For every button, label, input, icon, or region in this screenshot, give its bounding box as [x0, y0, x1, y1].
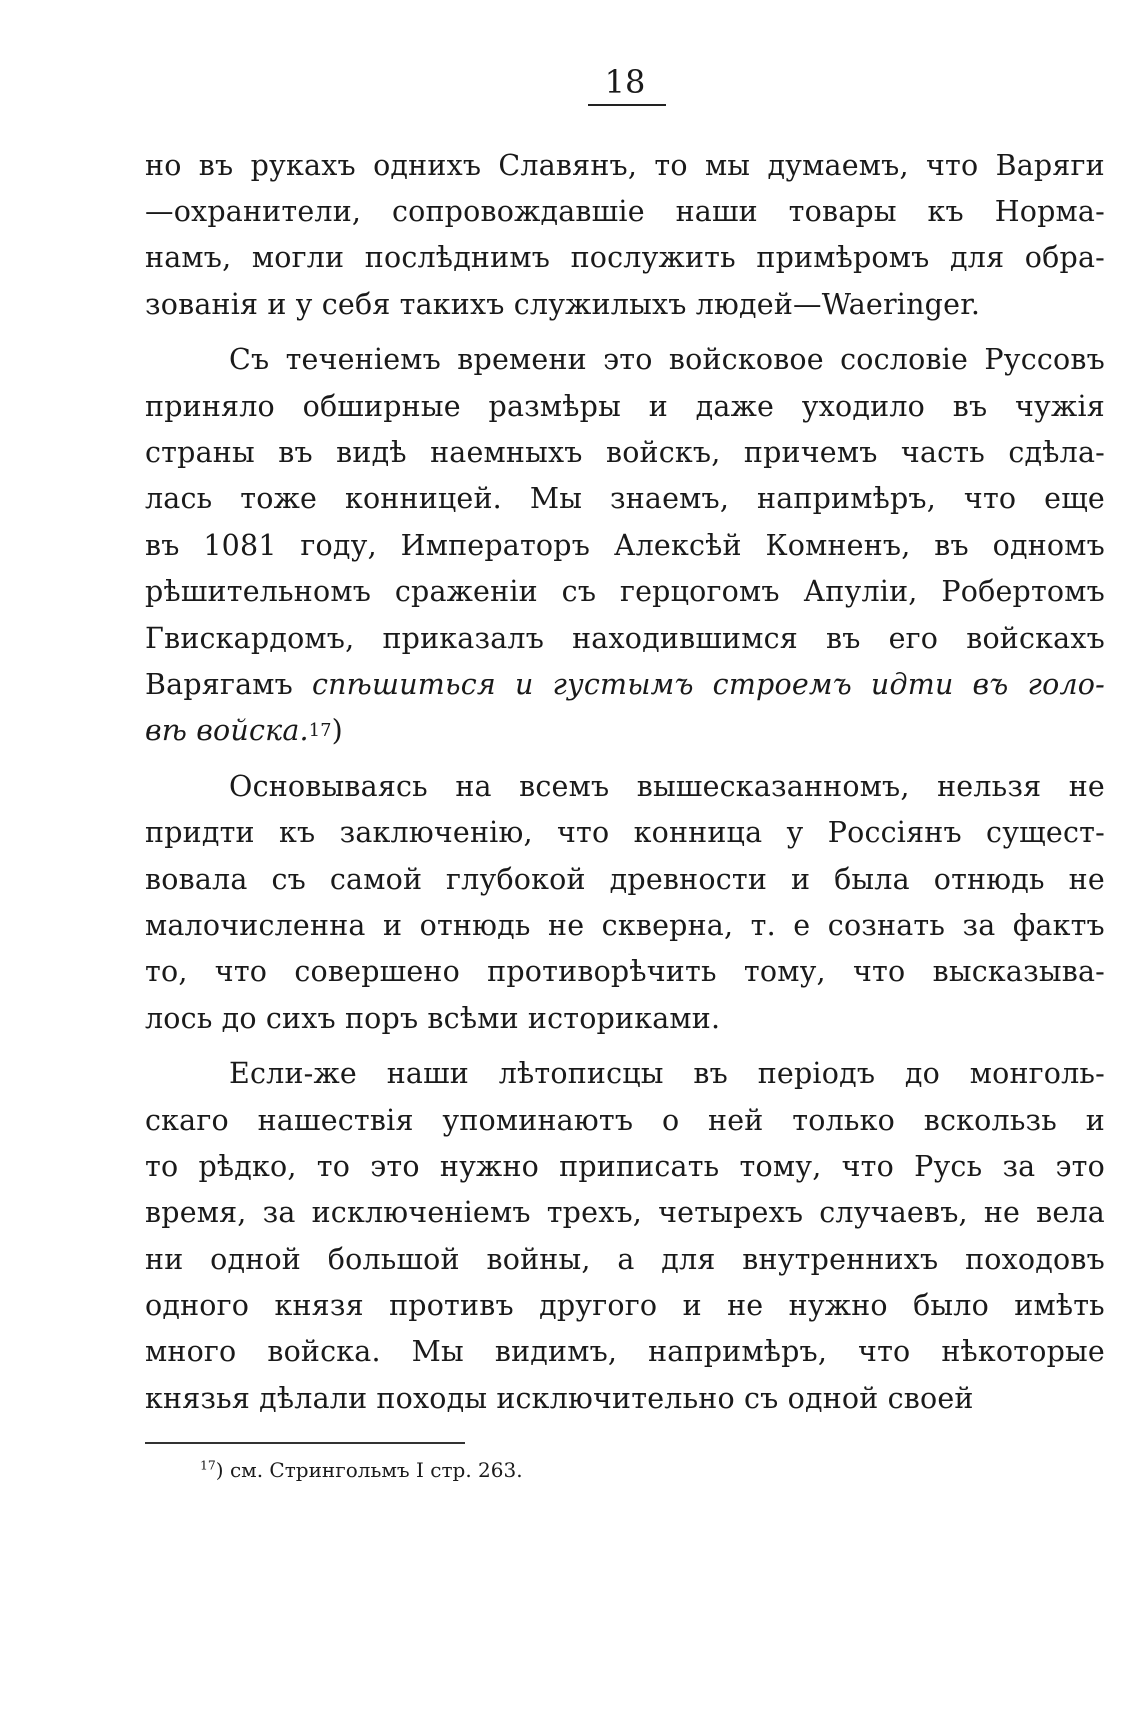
- text-line: вѣ войска. 17 ): [145, 714, 343, 748]
- word: сраженіи: [394, 575, 538, 609]
- word: фактъ: [1012, 908, 1105, 942]
- word: и: [382, 908, 403, 942]
- italic-word: войска.: [196, 714, 309, 748]
- word: войска.: [267, 1335, 381, 1369]
- text-line: [145, 1190, 1105, 1236]
- word: малочисленна: [145, 908, 366, 942]
- word: походовъ: [965, 1242, 1105, 1276]
- text-line: [145, 569, 1105, 615]
- word: себя: [321, 287, 391, 321]
- word: скверна,: [601, 908, 734, 942]
- word: внутреннихъ: [742, 1242, 939, 1276]
- word: случаевъ,: [819, 1196, 968, 1230]
- text-line: [145, 763, 1105, 809]
- word: Апуліи,: [803, 575, 918, 609]
- word: къ: [278, 816, 316, 850]
- word: князья: [145, 1381, 251, 1415]
- word: только: [792, 1103, 895, 1137]
- text-line: [145, 476, 1105, 522]
- word: къ: [927, 195, 964, 229]
- text-line: [145, 188, 1105, 234]
- word: сихъ: [265, 1001, 336, 1035]
- word: трехъ,: [546, 1196, 643, 1230]
- word: въ: [825, 621, 861, 655]
- word: исключительно: [496, 1381, 735, 1415]
- word: историками.: [527, 1001, 721, 1035]
- text-line: [145, 1329, 1105, 1375]
- text-line: [145, 1282, 1105, 1328]
- word: людей—Waeringer.: [695, 287, 981, 321]
- word: мы: [704, 148, 751, 182]
- word: время,: [145, 1196, 247, 1230]
- word: исключеніемъ: [311, 1196, 531, 1230]
- word: то: [316, 1149, 351, 1183]
- word: и: [267, 287, 287, 321]
- text-line: [145, 383, 1105, 429]
- word: то: [145, 1149, 179, 1183]
- word: поръ: [344, 1001, 419, 1035]
- word: не: [1068, 862, 1105, 896]
- word: видимъ,: [494, 1335, 618, 1369]
- text-line: [145, 1050, 1105, 1096]
- word: монголь-: [969, 1057, 1105, 1091]
- footnote-text: ) см. Стрингольмъ I стр. 263.: [215, 1458, 523, 1482]
- word: всемъ: [519, 769, 610, 803]
- word: въ: [934, 528, 969, 562]
- footnote: [200, 1455, 523, 1485]
- word: Россіянъ: [827, 816, 962, 850]
- word: на: [455, 769, 492, 803]
- word: сущест-: [986, 816, 1105, 850]
- word: что: [858, 1335, 911, 1369]
- word: древности: [609, 862, 768, 896]
- word: размѣры: [488, 389, 621, 423]
- word: не: [727, 1289, 764, 1323]
- word: что: [925, 148, 979, 182]
- word: однихъ: [373, 148, 482, 182]
- word: конницей.: [344, 482, 502, 516]
- word: даже: [695, 389, 775, 423]
- word: то,: [145, 955, 188, 989]
- word: но: [145, 148, 182, 182]
- word: ни: [145, 1242, 184, 1276]
- word: въ: [952, 389, 988, 423]
- text-line: [145, 1236, 1105, 1282]
- word: Робертомъ: [941, 575, 1105, 609]
- word: вскользь: [923, 1103, 1057, 1137]
- word: походы: [376, 1381, 488, 1415]
- page-number-underline: [588, 104, 666, 106]
- word: своей: [887, 1381, 974, 1415]
- word: сознать: [827, 908, 946, 942]
- word: тому,: [743, 955, 826, 989]
- word: Варяги: [995, 148, 1105, 182]
- word: сопровождавшіе: [391, 195, 645, 229]
- word: въ: [198, 148, 234, 182]
- word: а: [617, 1242, 635, 1276]
- word: служилыхъ: [513, 287, 687, 321]
- word: Русь: [914, 1149, 983, 1183]
- word: нужно: [788, 1289, 888, 1323]
- word: упоминаютъ: [442, 1103, 634, 1137]
- word: что: [841, 1149, 894, 1183]
- word: съ: [561, 575, 597, 609]
- text-line: [145, 522, 1105, 568]
- text-line: [145, 281, 1105, 327]
- word: напримѣръ,: [648, 1335, 828, 1369]
- word: причемъ: [743, 436, 878, 470]
- word: ней: [708, 1103, 764, 1137]
- word: самой: [329, 862, 423, 896]
- word: —охранители,: [145, 195, 362, 229]
- word: рѣдко,: [198, 1149, 297, 1183]
- word: Мы: [411, 1335, 464, 1369]
- word: одной: [210, 1242, 301, 1276]
- word: Норма-: [994, 195, 1105, 229]
- word: до: [904, 1057, 940, 1091]
- word: не: [983, 1196, 1021, 1230]
- word: уходило: [801, 389, 925, 423]
- word: въ: [145, 528, 180, 562]
- word: Алексѣй: [613, 528, 742, 562]
- word: у: [295, 287, 313, 321]
- word: было: [913, 1289, 989, 1323]
- word: году,: [300, 528, 377, 562]
- word: съ: [271, 862, 306, 896]
- word: вовала: [145, 862, 248, 896]
- word: противорѣчить: [487, 955, 717, 989]
- word: нельзя: [937, 769, 1042, 803]
- word: рукахъ: [250, 148, 356, 182]
- word: обширные: [302, 389, 461, 423]
- word: т.: [750, 908, 776, 942]
- word: войсковое: [668, 343, 824, 377]
- word: другого: [539, 1289, 658, 1323]
- word: имѣть: [1014, 1289, 1105, 1323]
- word: нѣкоторые: [941, 1335, 1105, 1369]
- word: въ: [278, 436, 313, 470]
- text-line: [145, 809, 1105, 855]
- word: въ: [693, 1057, 728, 1091]
- word: вела: [1036, 1196, 1105, 1230]
- word: что: [853, 955, 906, 989]
- word: заключенію,: [339, 816, 533, 850]
- word: это: [370, 1149, 420, 1183]
- word: войскъ,: [605, 436, 721, 470]
- word: князя: [274, 1289, 364, 1323]
- word: страны: [145, 436, 255, 470]
- word: приняло: [145, 389, 275, 423]
- word: е: [793, 908, 811, 942]
- page-number: 18: [604, 63, 646, 101]
- text-line: [145, 615, 1105, 661]
- word: не: [1068, 769, 1105, 803]
- word: чужія: [1015, 389, 1105, 423]
- word: Основываясь: [229, 769, 428, 803]
- word: Съ: [229, 343, 270, 377]
- word: то: [654, 148, 688, 182]
- word: большой: [327, 1242, 460, 1276]
- word: теченіемъ: [285, 343, 442, 377]
- footnote-marker: 17: [200, 1457, 216, 1473]
- word: много: [145, 1335, 237, 1369]
- text-line: [145, 1375, 1105, 1421]
- word: четырехъ: [658, 1196, 804, 1230]
- word: герцогомъ: [619, 575, 780, 609]
- word: Императоръ: [400, 528, 591, 562]
- word: напримѣръ,: [757, 482, 937, 516]
- word: съ: [743, 1381, 779, 1415]
- italic-word: строемъ: [712, 667, 852, 701]
- text-line: [145, 337, 1105, 383]
- word: за: [962, 908, 996, 942]
- word: не: [548, 908, 585, 942]
- word: до: [221, 1001, 257, 1035]
- word: для: [661, 1242, 716, 1276]
- word: думаемъ,: [767, 148, 909, 182]
- word: лось: [145, 1001, 213, 1035]
- word: Варягамъ: [145, 667, 293, 701]
- word: нужно: [439, 1149, 540, 1183]
- text-line: [145, 902, 1105, 948]
- word: это: [603, 343, 653, 377]
- word: примѣромъ: [756, 241, 930, 275]
- word: періодъ: [757, 1057, 876, 1091]
- word: за: [262, 1196, 296, 1230]
- text-line: [145, 949, 1105, 995]
- word: такихъ: [399, 287, 505, 321]
- word: вышесказанномъ,: [636, 769, 910, 803]
- word: и: [682, 1289, 702, 1323]
- word: наши: [675, 195, 758, 229]
- word: знаемъ,: [609, 482, 730, 516]
- word: глубокой: [446, 862, 586, 896]
- word: войны,: [486, 1242, 591, 1276]
- italic-word: спѣшиться: [311, 667, 496, 701]
- italic-word: и: [514, 667, 534, 701]
- word: лась: [145, 482, 213, 516]
- word: войскахъ: [966, 621, 1105, 655]
- word: и: [790, 862, 811, 896]
- word: для: [950, 241, 1005, 275]
- word: всѣми: [427, 1001, 519, 1035]
- text-line: [145, 1097, 1105, 1143]
- word: находившимся: [572, 621, 798, 655]
- word: обра-: [1024, 241, 1105, 275]
- text-line: [145, 429, 1105, 475]
- word: рѣшительномъ: [145, 575, 372, 609]
- word: послужить: [570, 241, 736, 275]
- word: дѣлали: [259, 1381, 368, 1415]
- italic-word: голо-: [1027, 667, 1105, 701]
- closing-parenthesis: ): [331, 714, 343, 748]
- word: о: [661, 1103, 680, 1137]
- word: Если-же: [229, 1057, 357, 1091]
- word: Гвискардомъ,: [145, 621, 355, 655]
- word: сдѣла-: [1008, 436, 1105, 470]
- word: одной: [787, 1381, 879, 1415]
- word: и: [1085, 1103, 1105, 1137]
- word: приказалъ: [382, 621, 545, 655]
- italic-word: густымъ: [552, 667, 694, 701]
- word: за: [1002, 1149, 1036, 1183]
- word: Руссовъ: [984, 343, 1105, 377]
- word: и: [648, 389, 668, 423]
- word: скаго: [145, 1103, 229, 1137]
- word: зованія: [145, 287, 259, 321]
- word: Славянъ,: [498, 148, 638, 182]
- italic-word: идти: [870, 667, 954, 701]
- text-line: [145, 856, 1105, 902]
- word: высказыва-: [932, 955, 1105, 989]
- italic-word: вѣ: [145, 714, 188, 748]
- word: придти: [145, 816, 255, 850]
- word: что: [214, 955, 268, 989]
- word: наши: [386, 1057, 469, 1091]
- word: часть: [900, 436, 985, 470]
- text-line: [145, 235, 1105, 281]
- word: у: [786, 816, 804, 850]
- word: времени: [457, 343, 587, 377]
- word: отнюдь: [933, 862, 1045, 896]
- word: приписать: [559, 1149, 720, 1183]
- text-line: [145, 661, 1105, 707]
- italic-word: въ: [972, 667, 1009, 701]
- text-line: [145, 995, 1105, 1041]
- word: совершено: [294, 955, 460, 989]
- word: намъ,: [145, 241, 232, 275]
- word: отнюдь: [419, 908, 531, 942]
- word: Комненъ,: [765, 528, 911, 562]
- text-line: [145, 1143, 1105, 1189]
- footnote-separator: [145, 1442, 465, 1444]
- word: видѣ: [336, 436, 407, 470]
- word: могли: [251, 241, 345, 275]
- word: одного: [145, 1289, 250, 1323]
- text-line: [145, 142, 1105, 188]
- word: что: [556, 816, 610, 850]
- word: Мы: [529, 482, 583, 516]
- word: нашествія: [257, 1103, 414, 1137]
- word: 1081: [203, 528, 277, 562]
- word: одномъ: [992, 528, 1105, 562]
- word: товары: [788, 195, 897, 229]
- word: тоже: [240, 482, 318, 516]
- word: послѣднимъ: [364, 241, 551, 275]
- word: лѣтописцы: [498, 1057, 664, 1091]
- word: противъ: [389, 1289, 514, 1323]
- word: сословіе: [840, 343, 969, 377]
- word: это: [1055, 1149, 1105, 1183]
- word: наемныхъ: [430, 436, 583, 470]
- word: что: [963, 482, 1017, 516]
- word: тому,: [739, 1149, 822, 1183]
- body-text: [145, 142, 1105, 1422]
- word: еще: [1044, 482, 1105, 516]
- word: была: [834, 862, 910, 896]
- word: его: [888, 621, 939, 655]
- word: конница: [633, 816, 763, 850]
